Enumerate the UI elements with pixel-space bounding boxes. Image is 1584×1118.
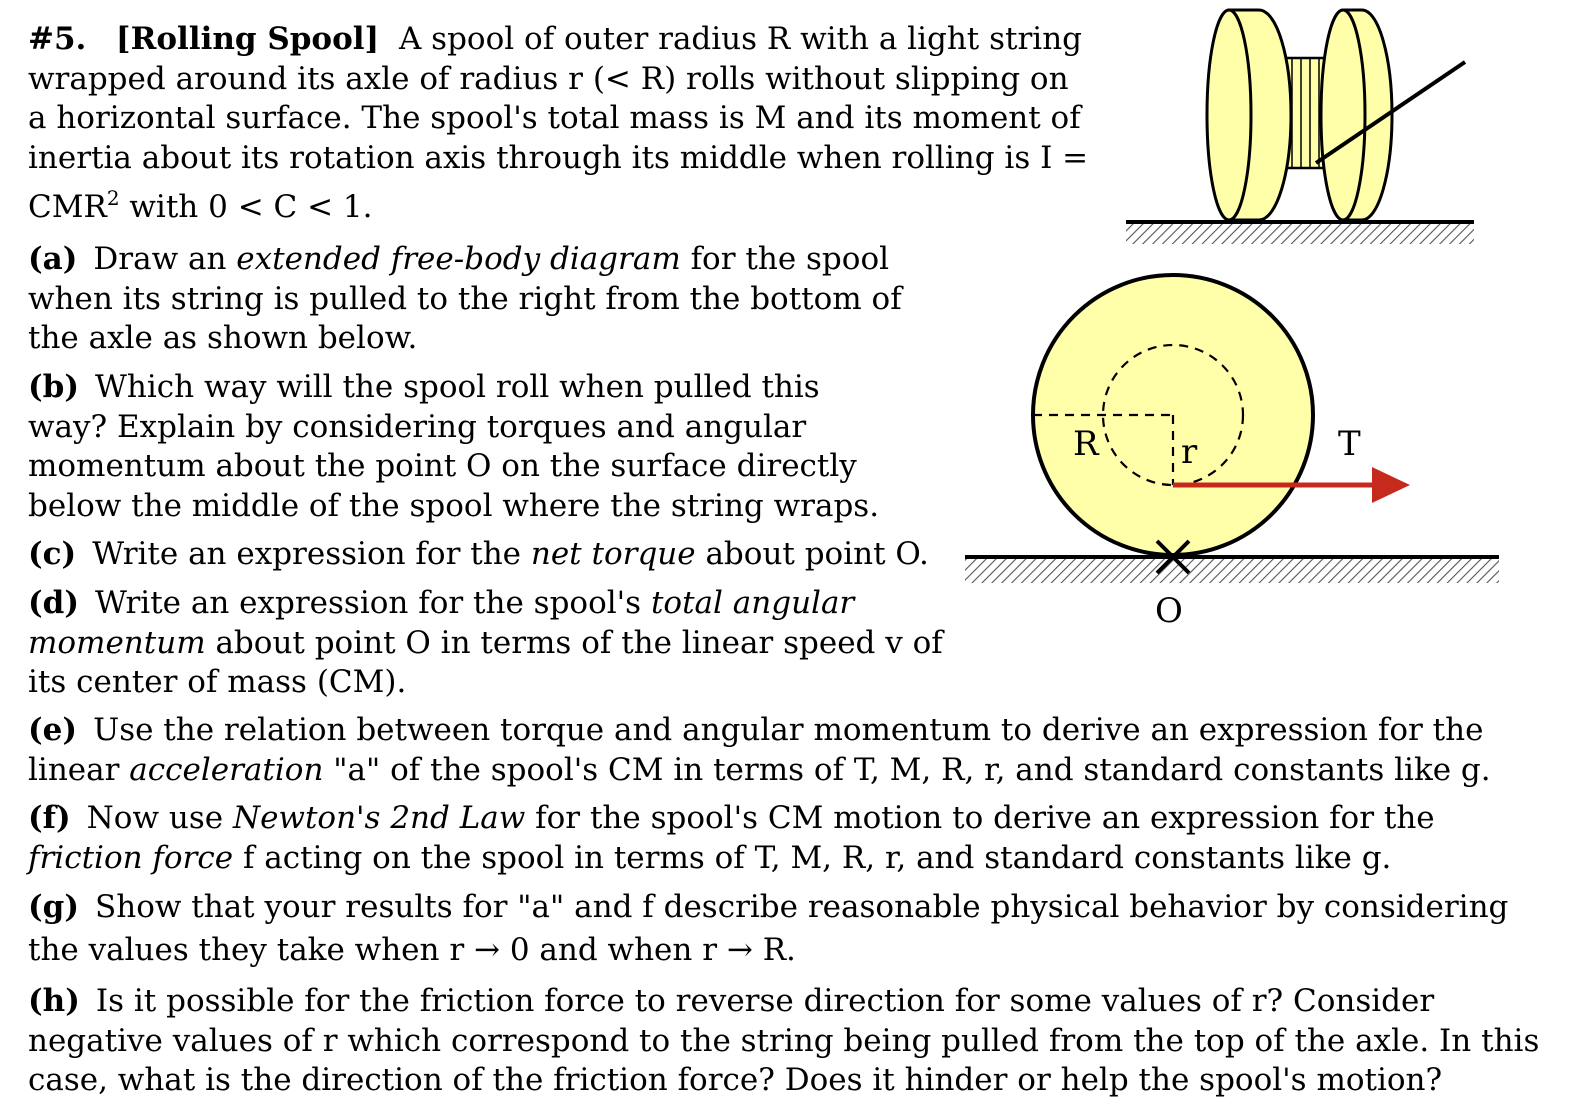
- part-b-line-3: momentum about the point O on the surface directly: [28, 448, 857, 484]
- part-b-text: Which way will the spool roll when pulled this: [95, 369, 820, 405]
- spool-right-flange: [1321, 10, 1392, 220]
- ground-hatch-bottom: [965, 557, 1499, 583]
- part-a-emphasis: extended free-body diagram: [236, 241, 681, 277]
- part-a-text: Draw an: [93, 241, 237, 277]
- part-a-label: (a): [28, 241, 78, 277]
- label-T: T: [1338, 424, 1361, 464]
- spool-front-view: [965, 275, 1499, 631]
- part-a-line-2: when its string is pulled to the right from the bottom of: [28, 280, 902, 317]
- intro-line-2: wrapped around its axle of radius r (< R) rolls without slipping on: [28, 60, 1069, 97]
- part-e-text: Use the relation between torque and angular momentum to derive an expression for the: [93, 712, 1484, 748]
- label-R: R: [1073, 424, 1099, 464]
- part-e-text-2: linear: [28, 751, 130, 788]
- part-f-text-2: f acting on the spool in terms of T, M, R, r, and standard constants like g.: [233, 839, 1392, 876]
- intro-line-3: a horizontal surface. The spool's total mass is M and its moment of: [28, 100, 1081, 136]
- part-g-text: Show that your results for "a" and f describe reasonable physical behavior by considering: [95, 889, 1509, 925]
- formula-cmr: CMR: [28, 189, 107, 225]
- part-d-label: (d): [28, 585, 80, 621]
- part-d-text: Write an expression for the spool's: [95, 585, 651, 621]
- part-d-emphasis-2: momentum: [28, 624, 206, 661]
- problem-number: #5.: [28, 21, 87, 57]
- spool-side-view: [1126, 10, 1474, 244]
- label-O: O: [1155, 591, 1183, 631]
- part-f-emphasis: Newton's 2nd Law: [232, 800, 526, 836]
- ground-hatch-top: [1126, 222, 1474, 244]
- part-h-label: (h): [28, 983, 80, 1019]
- part-b-line-2: way? Explain by considering torques and angular: [28, 408, 807, 445]
- part-c-text: Write an expression for the: [92, 536, 531, 572]
- part-c-label: (c): [28, 536, 77, 572]
- part-h-line-3: case, what is the direction of the friction force? Does it hinder or help the spool's motion?: [28, 1062, 1443, 1098]
- part-f-label: (f): [28, 800, 71, 836]
- intro-line-4: inertia about its rotation axis through its middle when rolling is I =: [28, 139, 1089, 176]
- part-b-label: (b): [28, 369, 80, 405]
- part-d-line-3: its center of mass (CM).: [28, 664, 407, 700]
- intro-text: A spool of outer radius R with a light string: [398, 21, 1083, 57]
- part-f-text-end: for the spool's CM motion to derive an expression for the: [525, 800, 1435, 836]
- formula-range: with 0 < C < 1.: [119, 189, 373, 225]
- label-r: r: [1181, 432, 1198, 472]
- formula-exponent: 2: [106, 185, 120, 210]
- part-a-text-end: for the spool: [680, 241, 890, 277]
- part-h-line-2: negative values of r which correspond to the string being pulled from the top of the axle. In this: [28, 1022, 1540, 1059]
- problem-title: [Rolling Spool]: [115, 21, 380, 57]
- spool-left-flange: [1207, 10, 1291, 220]
- part-e-label: (e): [28, 712, 78, 748]
- part-c-emphasis: net torque: [530, 536, 696, 572]
- part-f-text: Now use: [86, 800, 233, 836]
- part-b-line-4: below the middle of the spool where the string wraps.: [28, 487, 880, 524]
- part-g-label: (g): [28, 889, 80, 925]
- part-a-line-3: the axle as shown below.: [28, 320, 418, 356]
- part-e-emphasis: acceleration: [129, 751, 324, 788]
- part-f-emphasis-2: friction force: [28, 839, 234, 876]
- part-c-text-end: about point O.: [695, 536, 929, 572]
- part-d-emphasis: total angular: [650, 585, 855, 621]
- part-e-text-2-end: "a" of the spool's CM in terms of T, M, R, r, and standard constants like g.: [323, 751, 1491, 788]
- tension-arrow-head: [1372, 467, 1410, 503]
- part-d-text-2: about point O in terms of the linear speed v of: [205, 624, 943, 661]
- part-h-text: Is it possible for the friction force to reverse direction for some values of r? Consider: [95, 983, 1435, 1019]
- part-g-line-2: the values they take when r → 0 and when r → R.: [28, 932, 796, 968]
